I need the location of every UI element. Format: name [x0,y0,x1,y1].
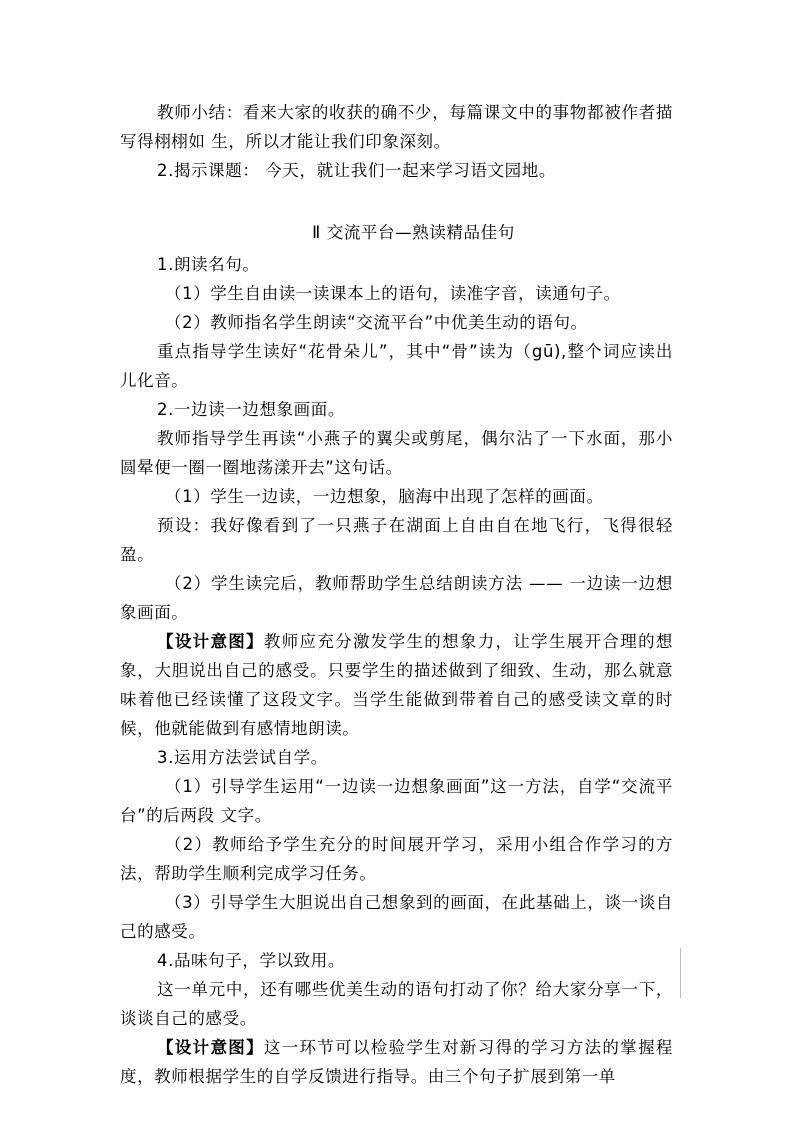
step-3-item-2: （2）教师给予学生充分的时间展开学习，采用小组合作学习的方法，帮助学生顺利完成学习任务。 [120,835,673,883]
step-1-item-2: （2）教师指名学生朗读“交流平台”中优美生动的语句。 [165,313,588,332]
design-intent-text: 这一环节可以检验学生对新习得的学习方法的掌握程度，教师根据学生的自学反馈进行指导。由三个句子扩展到第一单 [120,1038,673,1086]
step-2-item-2: （2）学生读完后，教师帮助学生总结朗读方法 —— 一边读一边想象画面。 [120,574,673,622]
step-3-heading: 3.运用方法尝试自学。 [157,748,328,767]
step-3-item-3: （3）引导学生大胆说出自己想象到的画面，在此基础上，谈一谈自己的感受。 [120,893,673,941]
step-4-heading: 4.品味句子，学以致用。 [157,951,345,970]
step-1-heading: 1.朗读名句。 [157,255,260,274]
design-intent-label: 【设计意图】 [157,632,264,651]
design-intent-paragraph-1 [120,627,673,743]
design-intent-label: 【设计意图】 [157,1038,264,1057]
design-intent-text: 教师应充分激发学生的想象力，让学生展开合理的想象，大胆说出自己的感受。只要学生的描述做到了细致、生动，那么就意味着他已经读懂了这段文字。当学生能做到带着自己的感受读文章的时候，他就能做到有感情地朗读。 [120,632,673,738]
design-intent-paragraph-2 [120,1033,673,1091]
reveal-topic-paragraph: 2.揭示课题： 今天，就让我们一起来学习语文园地。 [157,161,556,180]
pronunciation-guidance-paragraph: 重点指导学生读好“花骨朵儿”，其中“骨”读为（gū),整个词应读出儿化音。 [120,342,673,390]
page-edge-rule [680,948,681,998]
step-2-item-1: （1）学生一边读，一边想象，脑海中出现了怎样的画面。 [165,487,604,506]
teacher-summary-paragraph: 教师小结：看来大家的收获的确不少，每篇课文中的事物都被作者描写得栩栩如 生，所以才能让我们印象深刻。 [120,103,673,151]
section-heading: Ⅱ 交流平台—熟读精品佳句 [312,223,515,242]
document-body [120,98,673,1091]
step-3-item-1: （1）引导学生运用“一边读一边想象画面”这一方法，自学“交流平台”的后两段 文字。 [120,777,673,825]
expected-answer-paragraph: 预设：我好像看到了一只燕子在湖面上自由自在地飞行，飞得很轻盈。 [120,516,673,564]
step-2-heading: 2.一边读一边想象画面。 [157,400,345,419]
share-sentences-paragraph: 这一单元中，还有哪些优美生动的语句打动了你？给大家分享一下，谈谈自己的感受。 [120,980,673,1028]
step-1-item-1: （1）学生自由读一读课本上的语句，读准字音，读通句子。 [165,284,621,303]
reread-sentence-paragraph: 教师指导学生再读“小燕子的翼尖或剪尾，偶尔沾了一下水面，那小圆晕便一圈一圈地荡漾开去”这句话。 [120,429,673,477]
